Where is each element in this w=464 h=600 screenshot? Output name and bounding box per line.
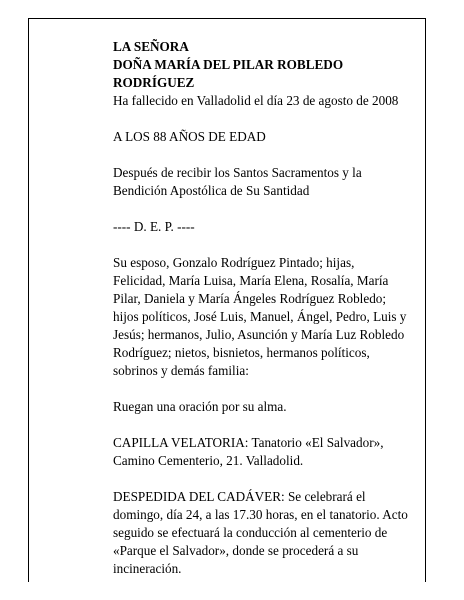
farewell-line: «Parque el Salvador», donde se procederá a su bbox=[113, 543, 359, 558]
farewell-paragraph bbox=[113, 488, 413, 578]
death-line: Ha fallecido en Valladolid el día 23 de agosto de 2008 bbox=[113, 93, 399, 108]
chapel-paragraph bbox=[113, 434, 413, 470]
sacraments-line: Después de recibir los Santos Sacramentos y la bbox=[113, 165, 362, 180]
farewell-line: DESPEDIDA DEL CADÁVER: Se celebrará el bbox=[113, 489, 366, 504]
rip-paragraph bbox=[113, 218, 413, 236]
age-paragraph bbox=[113, 128, 413, 146]
prayer-paragraph bbox=[113, 398, 413, 416]
farewell-line: seguido se efectuará la conducción al cementerio de bbox=[113, 525, 388, 540]
family-line: hijos políticos, José Luis, Manuel, Ángel, Pedro, Luis y bbox=[113, 309, 407, 324]
farewell-line: domingo, día 24, a las 17.30 horas, en el tanatorio. Acto bbox=[113, 507, 408, 522]
chapel-line: CAPILLA VELATORIA: Tanatorio «El Salvador», bbox=[113, 435, 384, 450]
death-announcement bbox=[113, 92, 413, 110]
family-line: Pilar, Daniela y María Ángeles Rodríguez Robledo; bbox=[113, 291, 387, 306]
family-line: Felicidad, María Luisa, María Elena, Rosalía, María bbox=[113, 273, 389, 288]
family-paragraph bbox=[113, 254, 413, 380]
prayer-line: Ruegan una oración por su alma. bbox=[113, 399, 287, 414]
family-line: Jesús; hermanos, Julio, Asunción y María Luz Robledo bbox=[113, 327, 405, 342]
title-line-1: LA SEÑORA bbox=[113, 39, 189, 54]
family-line: Rodríguez; nietos, bisnietos, hermanos políticos, bbox=[113, 345, 370, 360]
farewell-line: incineración. bbox=[113, 561, 182, 576]
age-line: A LOS 88 AÑOS DE EDAD bbox=[113, 129, 266, 144]
title-line-3: RODRÍGUEZ bbox=[113, 75, 195, 90]
sacraments-line: Bendición Apostólica de Su Santidad bbox=[113, 183, 310, 198]
title-line-2: DOÑA MARÍA DEL PILAR ROBLEDO bbox=[113, 57, 344, 72]
family-line: sobrinos y demás familia: bbox=[113, 363, 249, 378]
chapel-line: Camino Cementerio, 21. Valladolid. bbox=[113, 453, 304, 468]
obituary-notice bbox=[113, 38, 413, 596]
sacraments-paragraph bbox=[113, 164, 413, 200]
rip-line: ---- D. E. P. ---- bbox=[113, 219, 195, 234]
family-line: Su esposo, Gonzalo Rodríguez Pintado; hijas, bbox=[113, 255, 355, 270]
